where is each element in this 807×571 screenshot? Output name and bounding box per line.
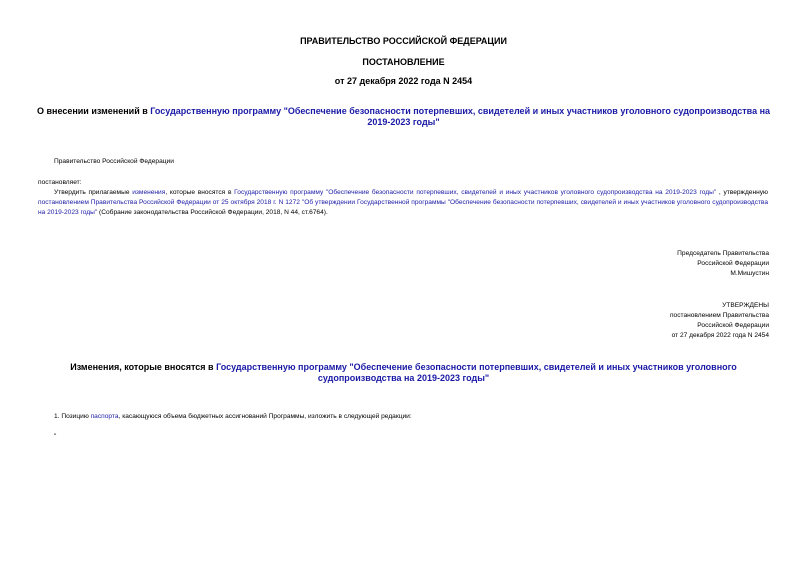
approval-line-2: постановлением Правительства (669, 312, 769, 319)
paragraph-1-text-b: , которые вносятся в (165, 189, 235, 196)
document-date-number: от 27 декабря 2022 года N 2454 (334, 76, 473, 86)
item-1-text-a: 1. Позицию (54, 413, 91, 420)
resolution-link[interactable]: постановлением Правительства Российской Федерации от 25 октября 2018 г. N 1272 "Об утверждении Государственной программы "Обеспечение безопасности потерпевших, свидетелей и иных участников уголовного судопроизводства на 2019-2023 годы" (38, 199, 768, 216)
changes-title-prefix: Изменения, которые вносятся в (70, 362, 217, 372)
approval-line-4: от 27 декабря 2022 года N 2454 (671, 332, 769, 339)
item-1-text-b: , касающуюся объема бюджетных ассигнований Программы, изложить в следующей редакции: (118, 413, 412, 420)
paragraph-1-text-d: (Собрание законодательства Российской Федерации, 2018, N 44, ст.6764). (97, 209, 328, 216)
signature-line-3: М.Мишустин (730, 270, 769, 277)
passport-link[interactable]: паспорта (90, 413, 119, 420)
program-link-inline[interactable]: Государственную программу "Обеспечение безопасности потерпевших, свидетелей и иных участников уголовного судопроизводства на 2019-2023 годы" (234, 189, 717, 196)
government-name: ПРАВИТЕЛЬСТВО РОССИЙСКОЙ ФЕДЕРАЦИИ (300, 36, 507, 46)
approval-line-1: УТВЕРЖДЕНЫ (722, 302, 769, 309)
changes-program-link[interactable]: Государственную программу "Обеспечение безопасности потерпевших, свидетелей и иных участников уголовного судопроизводства на 2019-2023 годы" (216, 362, 737, 383)
document-type: ПОСТАНОВЛЕНИЕ (362, 57, 445, 67)
signature-line-1: Председатель Правительства (677, 250, 769, 257)
quote-mark: " (54, 433, 57, 440)
approval-line-3: Российской Федерации (697, 322, 769, 329)
item-1 (54, 412, 412, 422)
changes-title (70, 362, 737, 384)
program-link[interactable]: Государственную программу "Обеспечение безопасности потерпевших, свидетелей и иных участников уголовного судопроизводства на 2019-2023 годы" (150, 106, 771, 127)
signature-line-2: Российской Федерации (697, 260, 769, 267)
resolves: постановляет: (38, 179, 82, 186)
signature-block (569, 249, 769, 279)
issuer: Правительство Российской Федерации (54, 158, 174, 165)
paragraph-1-text-a: Утвердить прилагаемые (54, 189, 133, 196)
changes-link[interactable]: изменения (132, 189, 166, 196)
paragraph-1 (38, 188, 768, 218)
approval-block (569, 301, 769, 341)
document-title (34, 106, 773, 128)
document-title-prefix: О внесении изменений в (36, 106, 151, 116)
paragraph-1-text-c: , утвержденную (716, 189, 768, 196)
